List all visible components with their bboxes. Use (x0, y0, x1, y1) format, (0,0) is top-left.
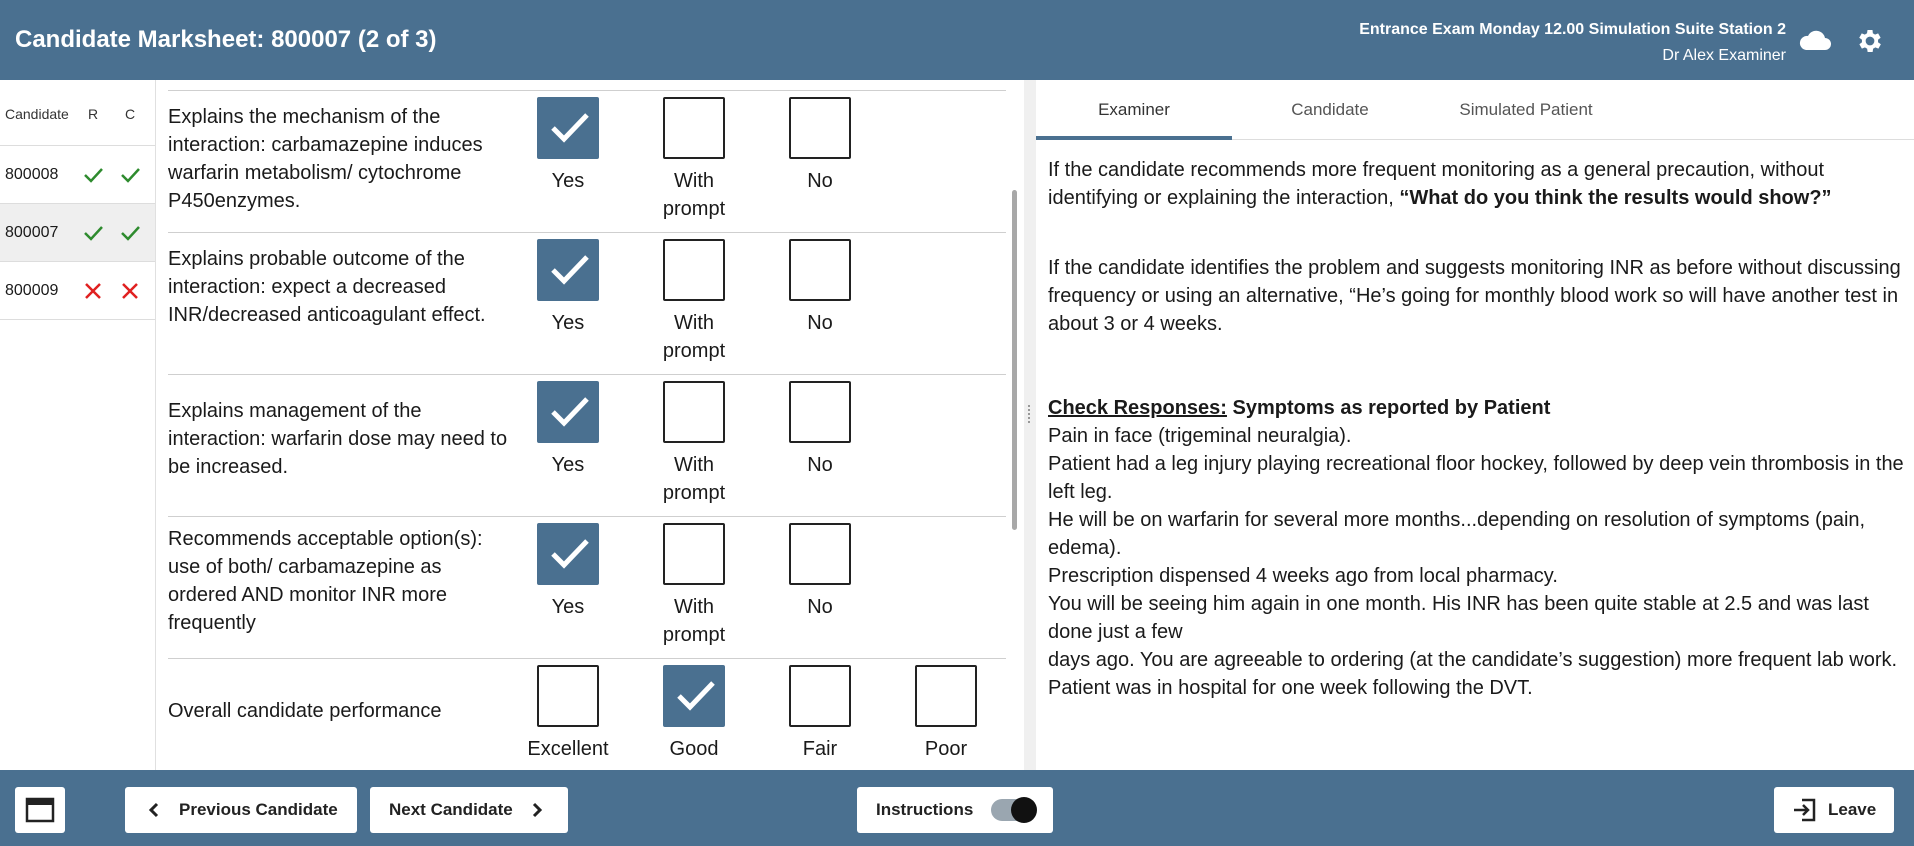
info-panel (1036, 80, 1914, 770)
option-yes[interactable] (498, 523, 638, 621)
tab-simulated-patient[interactable]: Simulated Patient (1459, 100, 1593, 119)
col-header-r: R (88, 106, 99, 122)
col-header-candidate: Candidate (5, 106, 69, 122)
app-footer (0, 770, 1914, 846)
option-no[interactable] (750, 97, 890, 195)
option-no[interactable] (750, 523, 890, 621)
symptom-line: He will be on warfarin for several more months...depending on resolution of symptoms (pain, edema). (1048, 509, 1866, 559)
question-row (168, 232, 1006, 374)
option-fair[interactable] (750, 665, 890, 763)
option-checkbox[interactable] (663, 97, 725, 159)
option-no[interactable] (750, 381, 890, 479)
option-with-prompt[interactable] (624, 97, 764, 223)
check-icon (82, 164, 104, 186)
option-checkbox[interactable] (537, 381, 599, 443)
question-row (168, 516, 1006, 658)
symptom-line: Pain in face (trigeminal neuralgia). (1048, 425, 1352, 447)
col-header-c: C (125, 106, 136, 122)
window-icon (25, 797, 55, 823)
question-text: Overall candidate performance (168, 700, 442, 722)
leave-button[interactable]: Leave (1774, 787, 1894, 833)
next-candidate-button[interactable]: Next Candidate (370, 787, 568, 833)
question-text: Explains management of the interaction: warfarin dose may need to be increased. (168, 400, 508, 478)
tab-examiner[interactable]: Examiner (1036, 80, 1232, 140)
option-yes[interactable] (498, 381, 638, 479)
exam-session: Entrance Exam Monday 12.00 Simulation Suite Station 2 (1359, 21, 1786, 38)
question-row (168, 374, 1006, 516)
question-row (168, 658, 1006, 770)
option-label: Excellent (527, 738, 609, 760)
symptom-line: Patient had a leg injury playing recreational floor hockey, followed by deep vein thrombosis in the left leg. (1048, 453, 1904, 503)
symptom-line: You will be seeing him again in one month. His INR has been quite stable at 2.5 and was last done just a few (1048, 593, 1869, 643)
candidate-row[interactable] (0, 262, 155, 320)
check-icon (82, 222, 104, 244)
option-with-prompt[interactable] (624, 239, 764, 365)
option-yes[interactable] (498, 97, 638, 195)
toggle-switch[interactable] (991, 799, 1035, 821)
candidate-row[interactable] (0, 204, 155, 262)
examiner-name: Dr Alex Examiner (1662, 47, 1786, 64)
option-poor[interactable] (876, 665, 1016, 763)
option-label: With prompt (662, 596, 726, 646)
cloud-icon[interactable] (1798, 28, 1832, 52)
fullscreen-button[interactable] (15, 787, 65, 833)
option-good[interactable] (624, 665, 764, 763)
question-text: Explains probable outcome of the interaction: expect a decreased INR/decreased anticoagulant effect. (168, 248, 486, 326)
examiner-notes (1048, 156, 1908, 702)
option-checkbox[interactable] (537, 239, 599, 301)
check-icon (549, 111, 591, 145)
candidate-id: 800007 (5, 224, 59, 241)
check-icon (549, 253, 591, 287)
option-checkbox[interactable] (537, 523, 599, 585)
option-checkbox[interactable] (789, 523, 851, 585)
option-checkbox[interactable] (663, 523, 725, 585)
chevron-right-icon (530, 802, 544, 818)
option-with-prompt[interactable] (624, 523, 764, 649)
option-checkbox[interactable] (915, 665, 977, 727)
tab-candidate[interactable]: Candidate (1291, 100, 1369, 119)
option-checkbox[interactable] (537, 97, 599, 159)
option-checkbox[interactable] (789, 239, 851, 301)
candidate-id: 800009 (5, 282, 59, 299)
option-label: No (807, 596, 833, 618)
marksheet-scrollbar[interactable] (1012, 190, 1017, 530)
option-label: Yes (551, 454, 585, 476)
option-label: Fair (802, 738, 838, 760)
question-text: Recommends acceptable option(s): use of both/ carbamazepine as ordered AND monitor INR more frequently (168, 528, 483, 634)
check-icon (675, 679, 717, 713)
option-checkbox[interactable] (537, 665, 599, 727)
exit-icon (1792, 798, 1818, 822)
option-label: With prompt (662, 454, 726, 504)
option-label: No (807, 170, 833, 192)
page-title: Candidate Marksheet: 800007 (2 of 3) (15, 26, 437, 53)
option-label: No (807, 312, 833, 334)
prompt-paragraph-2: If the candidate identifies the problem and suggests monitoring INR as before without discussing frequency or using an alternative, “He’s going for monthly blood work so will have another test in about 3 or 4 weeks. (1048, 257, 1901, 335)
check-icon (119, 164, 141, 186)
option-yes[interactable] (498, 239, 638, 337)
toggle-knob (1011, 797, 1037, 823)
candidate-list (0, 80, 156, 770)
grip-icon (1028, 405, 1032, 423)
cross-icon (82, 280, 104, 302)
symptom-line: Prescription dispensed 4 weeks ago from local pharmacy. (1048, 565, 1558, 587)
option-checkbox[interactable] (789, 381, 851, 443)
option-checkbox[interactable] (663, 239, 725, 301)
app-header (0, 0, 1914, 80)
prompt-paragraph-1: If the candidate recommends more frequent monitoring as a general precaution, without identifying or explaining the interaction, “What do you think the results would show?” (1048, 159, 1832, 209)
option-checkbox[interactable] (789, 665, 851, 727)
option-label: Yes (551, 596, 585, 618)
option-label: Yes (551, 312, 585, 334)
symptom-line: Patient was in hospital for one week following the DVT. (1048, 677, 1533, 699)
option-checkbox[interactable] (663, 381, 725, 443)
option-checkbox[interactable] (789, 97, 851, 159)
check-icon (549, 395, 591, 429)
exam-info (1359, 17, 1786, 69)
cross-icon (119, 280, 141, 302)
instructions-toggle[interactable]: Instructions (857, 787, 1053, 833)
info-tabs (1036, 80, 1914, 140)
check-responses-heading: Check Responses: Symptoms as reported by Patient (1048, 397, 1551, 419)
candidate-id: 800008 (5, 166, 59, 183)
candidate-list-header (0, 80, 155, 146)
check-icon (549, 537, 591, 571)
option-with-prompt[interactable] (624, 381, 764, 507)
option-checkbox[interactable] (663, 665, 725, 727)
option-excellent[interactable] (498, 665, 638, 763)
option-label: Poor (924, 738, 968, 760)
chevron-left-icon (147, 802, 161, 818)
question-row (168, 90, 1006, 232)
candidate-row[interactable] (0, 146, 155, 204)
symptom-lines (1048, 422, 1908, 702)
option-label: With prompt (662, 312, 726, 362)
option-label: Good (669, 738, 719, 760)
panel-splitter[interactable] (1024, 80, 1036, 770)
gear-icon[interactable] (1855, 26, 1885, 56)
option-no[interactable] (750, 239, 890, 337)
option-label: With prompt (662, 170, 726, 220)
check-icon (119, 222, 141, 244)
option-label: No (807, 454, 833, 476)
previous-candidate-button[interactable]: Previous Candidate (125, 787, 357, 833)
question-text: Explains the mechanism of the interaction: carbamazepine induces warfarin metabolism/ cytochrome P450enzymes. (168, 106, 483, 212)
marksheet-panel (156, 80, 1024, 770)
option-label: Yes (551, 170, 585, 192)
symptom-line: days ago. You are agreeable to ordering (at the candidate’s suggestion) more frequent lab work. (1048, 649, 1898, 671)
